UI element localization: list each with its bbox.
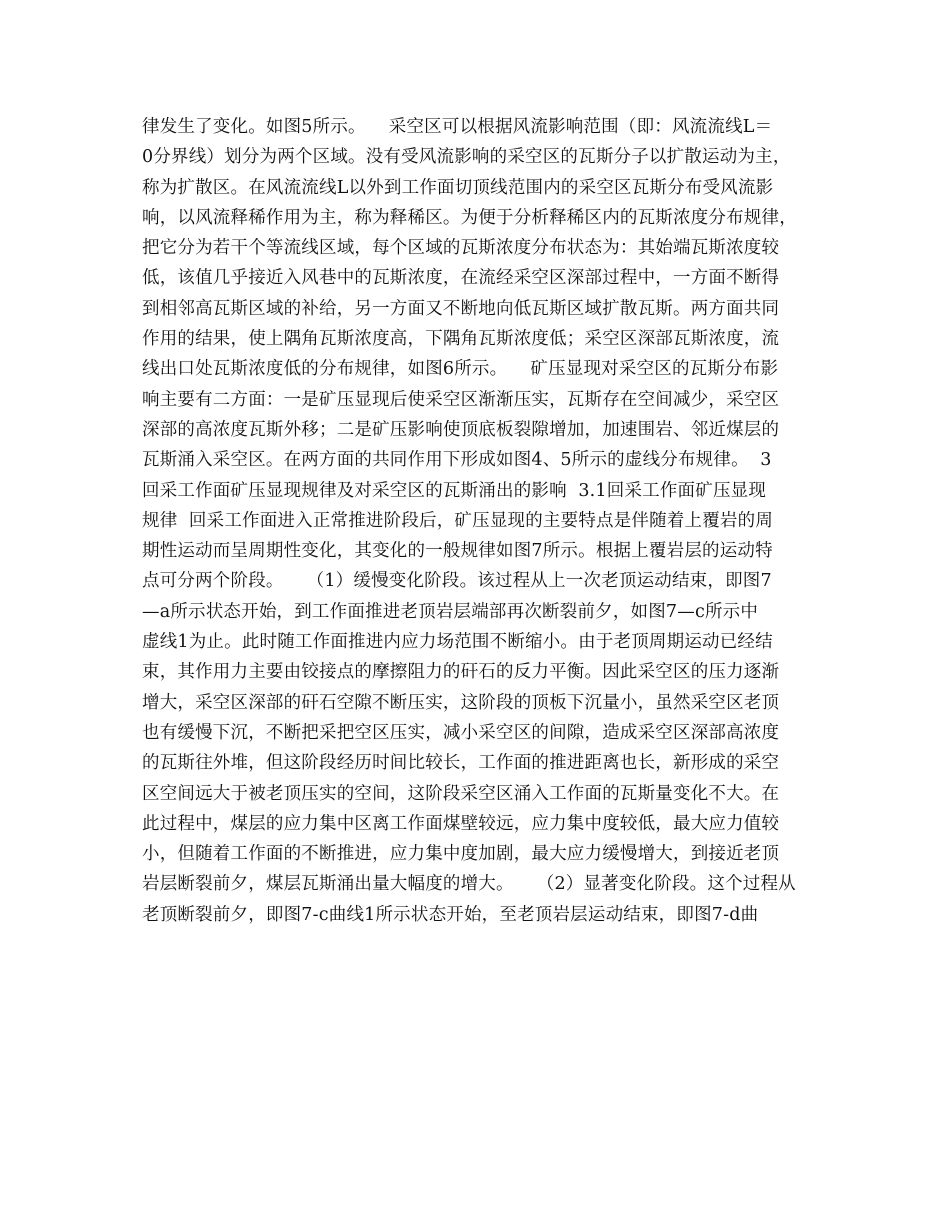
text-line: 0分界线）划分为两个区域。没有受风流影响的采空区的瓦斯分子以扩散运动为主， — [142, 147, 791, 168]
text-line: 作用的结果，使上隅角瓦斯浓度高，下隅角瓦斯浓度低；采空区深部瓦斯浓度，流 — [142, 329, 780, 350]
text-line: 期性运动而呈周期性变化，其变化的一般规律如图7所示。根据上覆岩层的运动特 — [142, 541, 773, 562]
text-line: 响，以风流释稀作用为主，称为释稀区。为便于分析释稀区内的瓦斯浓度分布规律， — [142, 207, 797, 228]
text-line: 此过程中，煤层的应力集中区离工作面煤壁较远，应力集中度较低，最大应力值较 — [142, 813, 780, 834]
text-line: 小，但随着工作面的不断推进，应力集中度加剧，最大应力缓慢增大，到接近老顶 — [142, 844, 780, 865]
text-line: 点可分两个阶段。 （1）缓慢变化阶段。该过程从上一次老顶运动结束，即图7 — [142, 571, 772, 592]
text-line: 岩层断裂前夕，煤层瓦斯涌出量大幅度的增大。 （2）显著变化阶段。这个过程从 — [142, 874, 796, 895]
text-line: 到相邻高瓦斯区域的补给，另一方面又不断地向低瓦斯区域扩散瓦斯。两方面共同 — [142, 298, 780, 319]
text-line: 瓦斯涌入采空区。在两方面的共同作用下形成如图4、5所示的虚线分布规律。 3 — [142, 450, 772, 471]
text-line: 深部的高浓度瓦斯外移；二是矿压影响使顶底板裂隙增加，加速围岩、邻近煤层的 — [142, 419, 780, 440]
text-line: 区空间远大于被老顶压实的空间，这阶段采空区涌入工作面的瓦斯量变化不大。在 — [142, 783, 780, 804]
text-line: 虚线1为止。此时随工作面推进内应力场范围不断缩小。由于老顶周期运动已经结 — [142, 632, 773, 653]
text-line: 也有缓慢下沉，不断把采把空区压实，减小采空区的间隙，造成采空区深部高浓度 — [142, 722, 780, 743]
text-line: 增大，采空区深部的矸石空隙不断压实，这阶段的顶板下沉量小，虽然采空区老顶 — [142, 692, 780, 713]
text-line: 把它分为若干个等流线区域，每个区域的瓦斯浓度分布状态为：其始端瓦斯浓度较 — [142, 238, 780, 259]
text-line: —a所示状态开始，到工作面推进老顶岩层端部再次断裂前夕，如图7—c所示中 — [142, 601, 759, 622]
text-line: 线出口处瓦斯浓度低的分布规律，如图6所示。 矿压显现对采空区的瓦斯分布影 — [142, 359, 779, 380]
body-text — [142, 112, 822, 930]
text-line: 称为扩散区。在风流流线L以外到工作面切顶线范围内的采空区瓦斯分布受风流影 — [142, 177, 774, 198]
text-line: 规律 回采工作面进入正常推进阶段后，矿压显现的主要特点是伴随着上覆岩的周 — [142, 510, 774, 531]
text-line: 的瓦斯往外堆，但这阶段经历时间比较长，工作面的推进距离也长，新形成的采空 — [142, 753, 780, 774]
text-line: 律发生了变化。如图5所示。 采空区可以根据风流影响范围（即：风流流线L＝ — [142, 117, 773, 137]
text-line: 低，该值几乎接近入风巷中的瓦斯浓度，在流经采空区深部过程中，一方面不断得 — [142, 268, 780, 289]
text-line: 束，其作用力主要由铰接点的摩擦阻力的矸石的反力平衡。因此采空区的压力逐渐 — [142, 662, 780, 683]
text-line: 老顶断裂前夕，即图7-c曲线1所示状态开始，至老顶岩层运动结束，即图7-d曲 — [142, 904, 759, 925]
text-line: 响主要有二方面：一是矿压显现后使采空区渐渐压实，瓦斯存在空间减少，采空区 — [142, 389, 780, 410]
text-line: 回采工作面矿压显现规律及对采空区的瓦斯涌出的影响 3.1回采工作面矿压显现 — [142, 480, 767, 501]
